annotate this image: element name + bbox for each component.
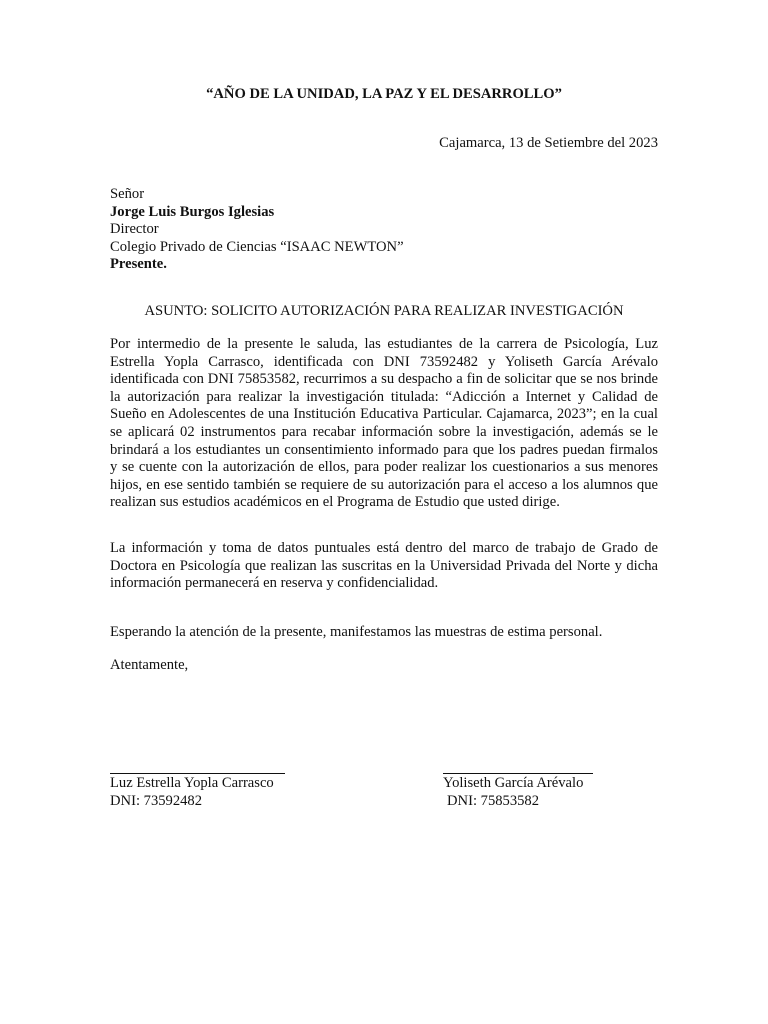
body-paragraph-confidentiality: La información y toma de datos puntuales está dentro del marco de trabajo de Grado de Doctora en Psicología que realizan las suscritas en la Universidad Privada del Norte y dicha información permanecerá en reserva y confidencialidad. — [110, 540, 658, 592]
signature-dni: DNI: 73592482 — [110, 792, 203, 809]
recipient-role: Director — [110, 221, 159, 238]
recipient-block — [110, 186, 404, 274]
body-paragraph-farewell: Esperando la atención de la presente, manifestamos las muestras de estima personal. — [110, 624, 603, 640]
signature-line — [110, 773, 285, 774]
body-paragraph-request: Por intermedio de la presente le saluda, las estudiantes de la carrera de Psicología, Luz Estrella Yopla Carrasco, identificada con DNI 73592482 y Yoliseth García Arévalo identificada con DNI 75853582, recurrimos a su despacho a fin de solicitar que se nos brinde la autorización para realizar la investigación titulada: “Adicción a Internet y Calidad de Sueño en Adolescentes de una Institución Educativa Particular. Cajamarca, 2023”; en la cual se aplicará 02 instrumentos para recabar información sobre la investigación, además se le brindará a los estudiantes un consentimiento informado para que los padres puedan firmalos y se cuente con la autorización de ellos, para poder realizar los cuestionarios a sus menores hijos, en ese sentido también se requiere de su autorización para el acceso a los alumnos que realizan sus estudios académicos en el Programa de Estudio que usted dirige. — [110, 336, 658, 511]
letter-closing: Atentamente, — [110, 657, 189, 673]
signature-block-1 — [110, 773, 285, 810]
recipient-institution: Colegio Privado de Ciencias “ISAAC NEWTON” — [110, 238, 404, 255]
letter-date: Cajamarca, 13 de Setiembre del 2023 — [439, 135, 658, 151]
signature-line — [443, 773, 593, 774]
recipient-salutation: Señor — [110, 186, 145, 202]
signature-name: Yoliseth García Arévalo — [443, 775, 584, 791]
recipient-presente: Presente. — [110, 256, 167, 273]
signature-name: Luz Estrella Yopla Carrasco — [110, 775, 274, 791]
signature-dni: DNI: 75853582 — [447, 792, 540, 809]
signature-block-2 — [443, 773, 593, 810]
recipient-name: Jorge Luis Burgos Iglesias — [110, 203, 275, 220]
letter-subject: ASUNTO: SOLICITO AUTORIZACIÓN PARA REALIZAR INVESTIGACIÓN — [144, 303, 624, 319]
letter-heading: “AÑO DE LA UNIDAD, LA PAZ Y EL DESARROLLO” — [206, 86, 562, 102]
